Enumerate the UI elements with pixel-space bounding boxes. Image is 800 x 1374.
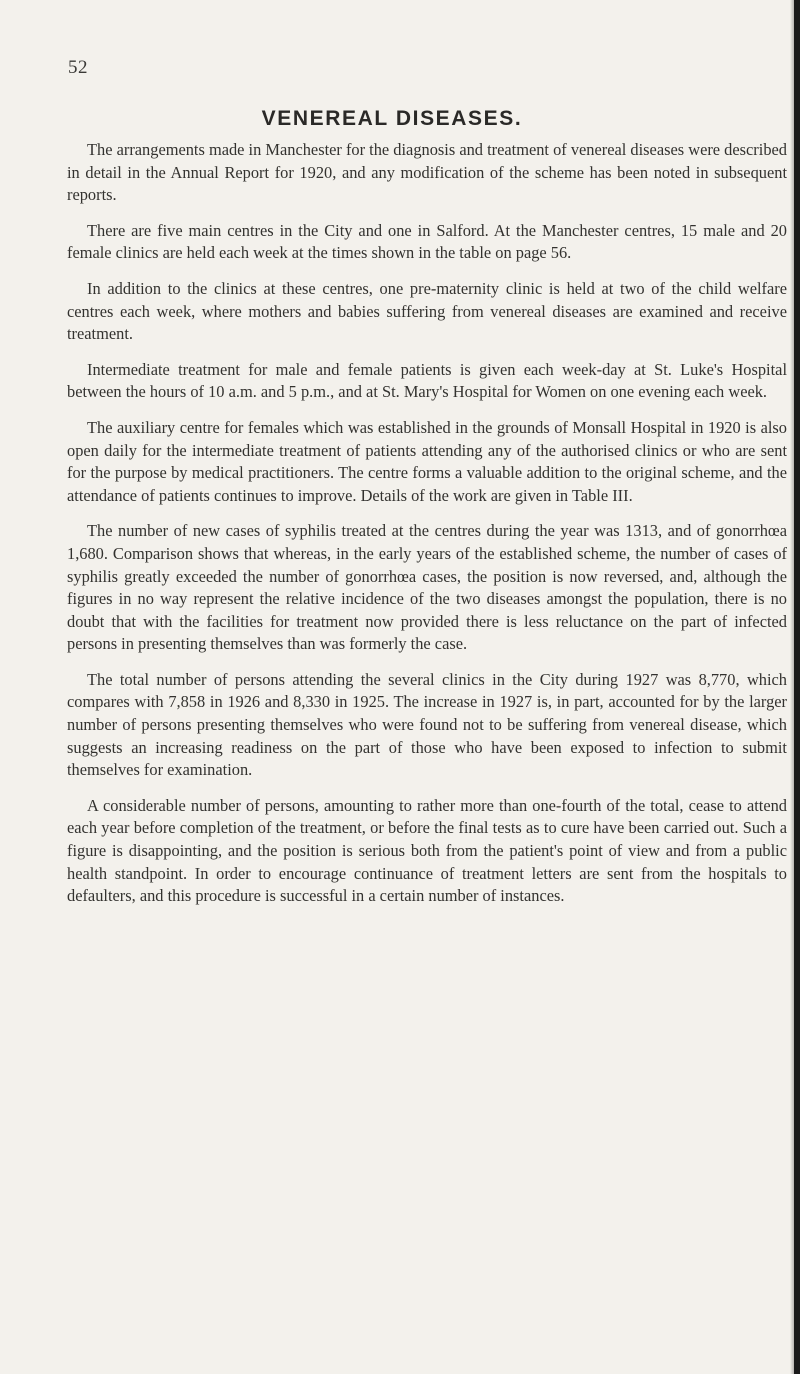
section-heading: VENEREAL DISEASES. [261,107,523,130]
page-number: 52 [68,57,88,78]
scan-border [794,0,800,1374]
paragraph-new-cases: The number of new cases of syphilis treated at the centres during the year was 1313, and of gonorrhœa 1,680. Comparison shows that whereas, in the early years of the established scheme, the number of cases of syphilis greatly exceeded the number of gonorrhœa cases, the position is now reversed, and, although the figures in no way represent the relative incidence of the two diseases amongst the population, there is no doubt that with the facilities for treatment now provided there is less reluctance on the part of infected persons in presenting themselves than was formerly the case. [67,521,787,654]
paragraph-pre-maternity: In addition to the clinics at these centres, one pre-maternity clinic is held at two of the child welfare centres each week, where mothers and babies suffering from venereal diseases are examined and receive treatment. [67,278,787,344]
paragraph-intermediate-treatment: Intermediate treatment for male and female patients is given each week-day at St. Luke's Hospital between the hours of 10 a.m. and 5 p.m., and at St. Mary's Hospital for Women on one evening each week. [67,359,787,402]
body-text [67,139,787,921]
paragraph-arrangements: The arrangements made in Manchester for the diagnosis and treatment of venereal diseases were described in detail in the Annual Report for 1920, and any modification of the scheme has been noted in subsequent reports. [67,140,787,205]
paragraph-defaulters: A considerable number of persons, amounting to rather more than one-fourth of the total, cease to attend each year before completion of the treatment, or before the final tests as to cure have been carried out. Such a figure is disappointing, and the position is serious both from the patient's point of view and from a public health standpoint. In order to encourage continuance of treatment letters are sent from the hospitals to defaulters, and this procedure is successful in a certain number of instances. [67,795,787,906]
paragraph-auxiliary-centre: The auxiliary centre for females which was established in the grounds of Monsall Hospital in 1920 is also open daily for the intermediate treatment of patients attending any of the authorised clinics or who are sent for the purpose by medical practitioners. The centre forms a valuable addition to the original scheme, and the attendance of patients continues to improve. Details of the work are given in Table III. [67,417,787,505]
paragraph-total-attendance: The total number of persons attending the several clinics in the City during 1927 was 8,770, which compares with 7,858 in 1926 and 8,330 in 1925. The increase in 1927 is, in part, accounted for by the larger number of persons presenting themselves who were found not to be suffering from venereal disease, which suggests an increasing readiness on the part of those who have been exposed to infection to submit themselves for examination. [67,669,787,780]
paragraph-centres: There are five main centres in the City and one in Salford. At the Manchester centres, 15 male and 20 female clinics are held each week at the times shown in the table on page 56. [67,220,787,263]
